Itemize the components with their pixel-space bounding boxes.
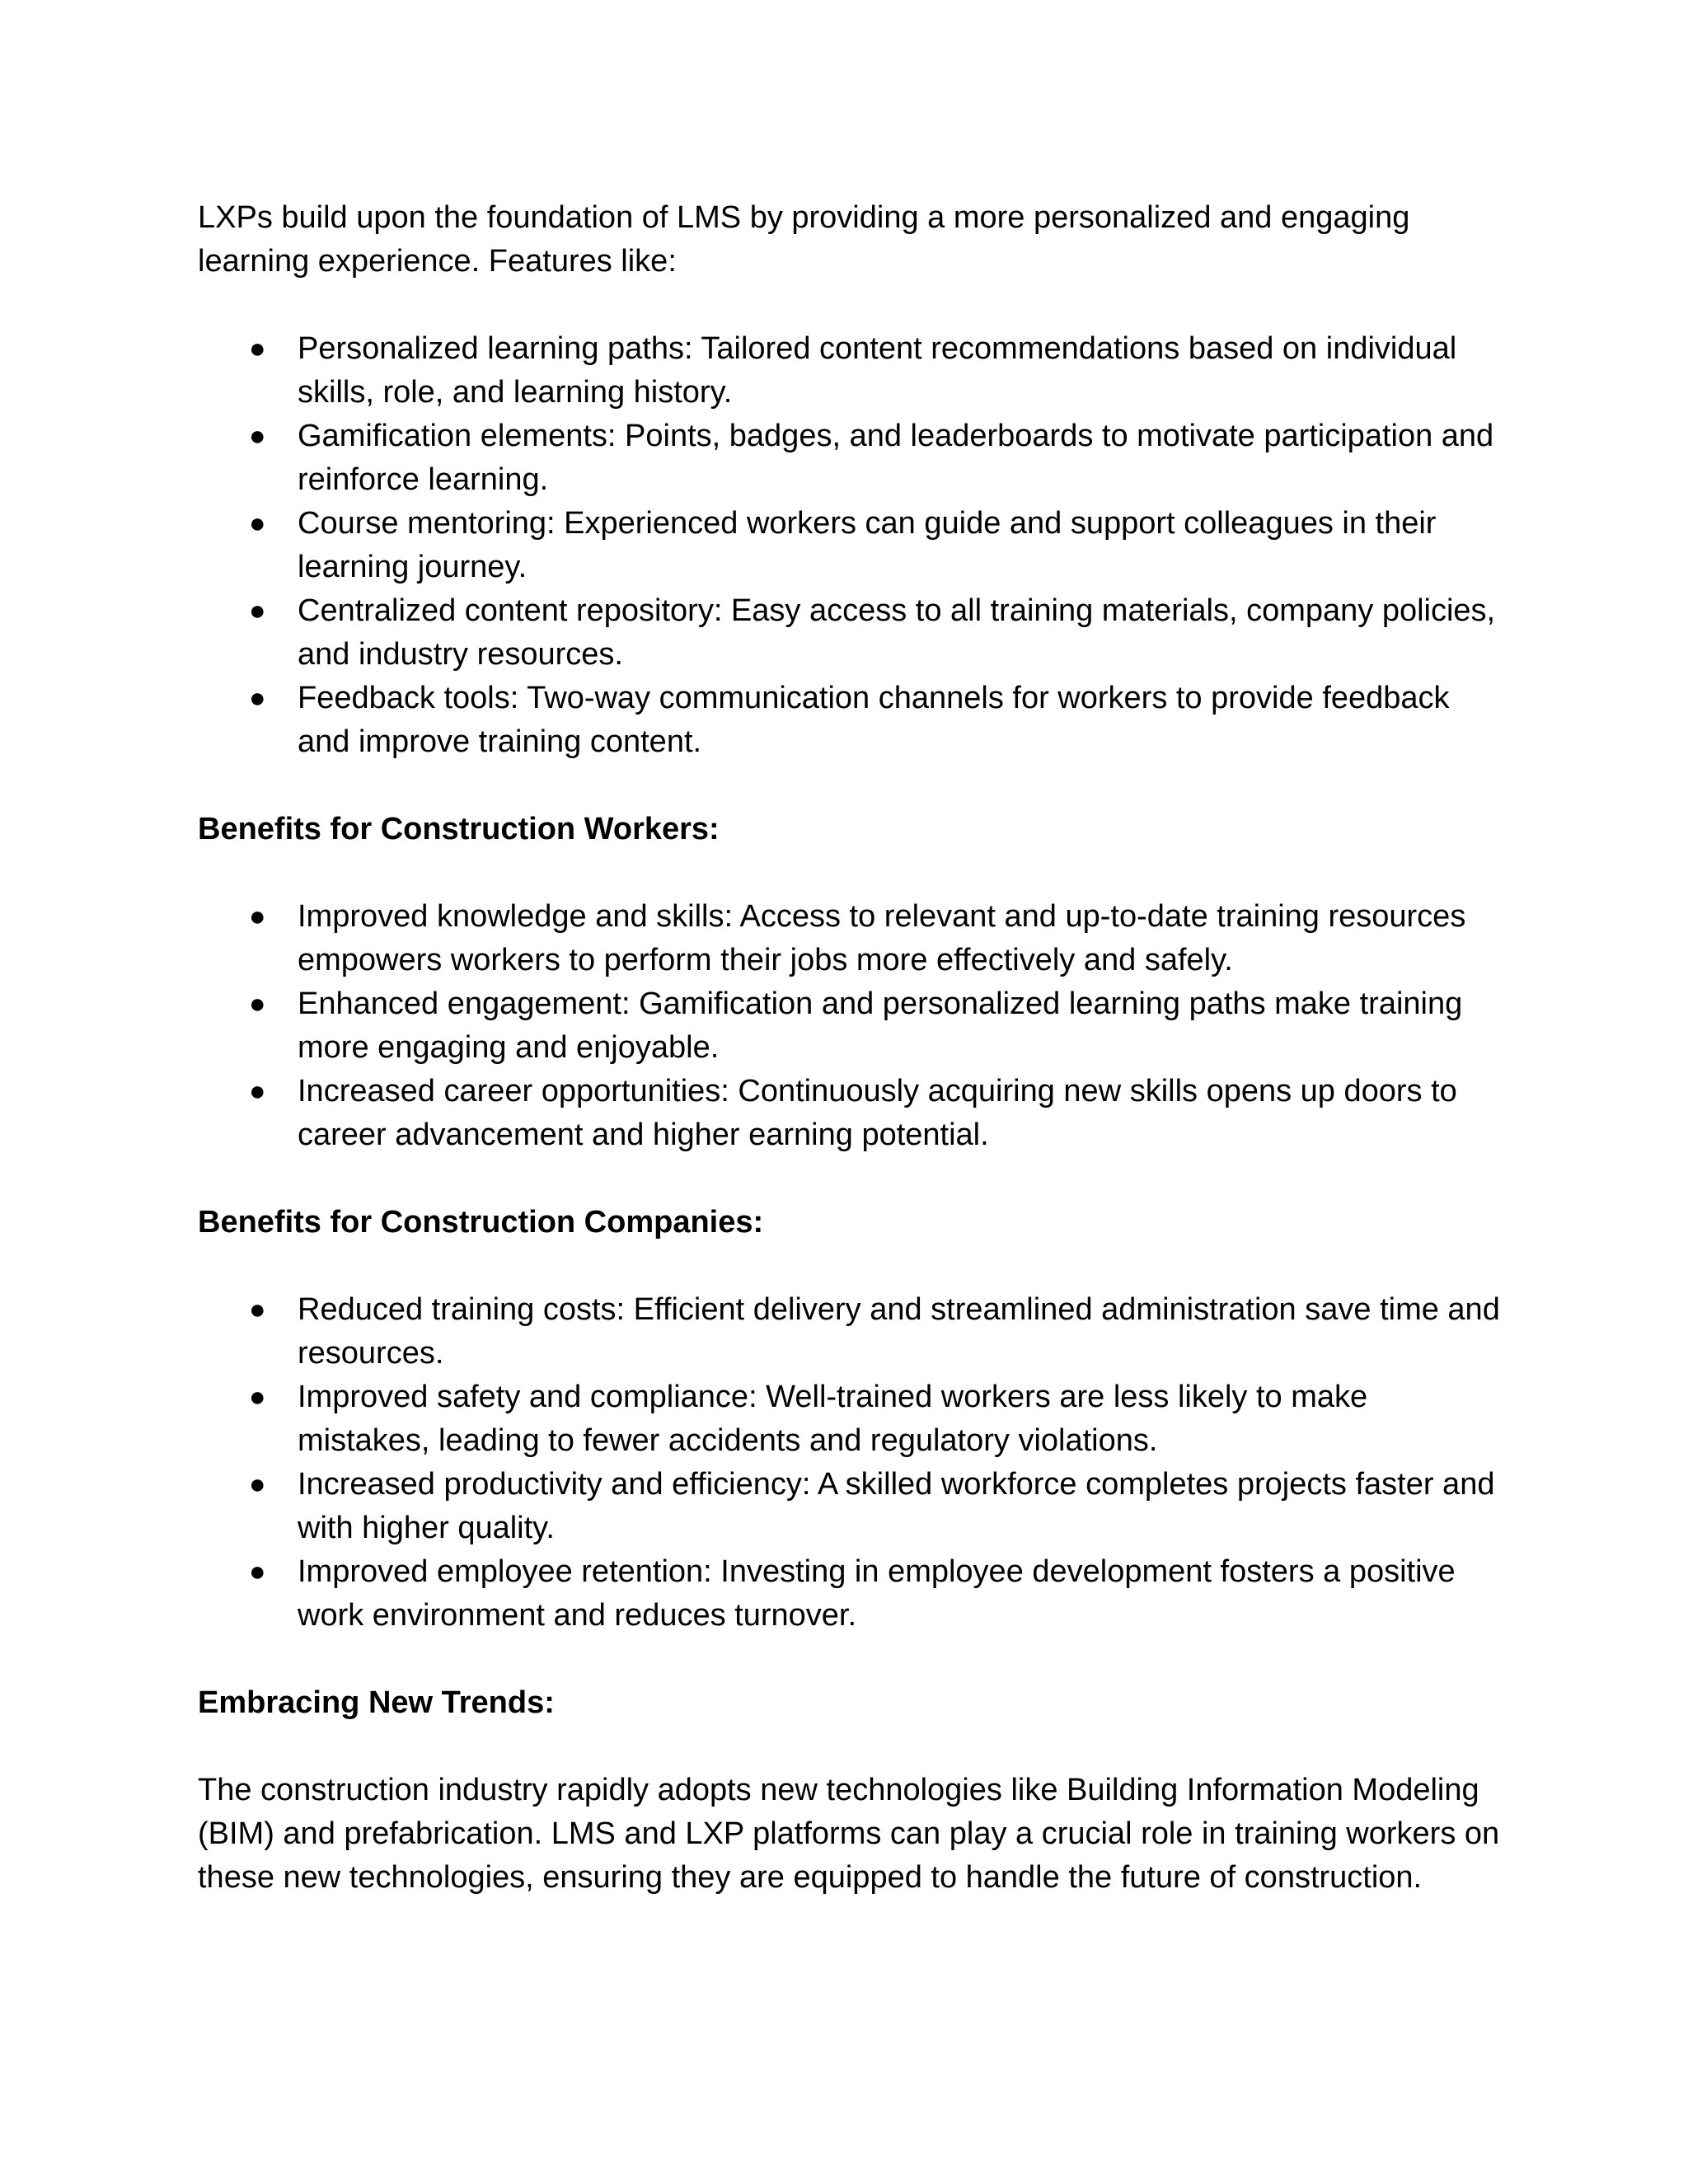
list-item-text: Feedback tools: Two-way communication channels for workers to provide feedback and improve training content. <box>298 681 1450 759</box>
list-item <box>198 1376 1500 1463</box>
list-item-text: Reduced training costs: Efficient delivery and streamlined administration save time and resources. <box>298 1292 1500 1371</box>
section-heading-companies: Benefits for Construction Companies: <box>198 1205 764 1240</box>
list-item <box>198 1288 1500 1376</box>
list-item <box>198 502 1500 589</box>
bullet-icon: ● <box>249 595 266 626</box>
bullet-icon: ● <box>249 508 266 539</box>
list-item <box>198 1463 1500 1550</box>
spacer <box>198 1725 1500 1769</box>
bullet-icon: ● <box>249 682 266 714</box>
bullet-icon: ● <box>249 333 266 364</box>
list-item <box>198 589 1500 677</box>
spacer <box>198 1638 1500 1681</box>
bullet-icon: ● <box>249 1294 266 1325</box>
list-item-text: Improved knowledge and skills: Access to relevant and up-to-date training resources empowers workers to perform their jobs more effectively and safely. <box>298 899 1466 977</box>
bullet-icon: ● <box>249 1076 266 1107</box>
companies-benefits-list <box>198 1288 1500 1638</box>
list-item-text: Increased career opportunities: Continuously acquiring new skills opens up doors to career advancement and higher earning potential. <box>298 1074 1457 1152</box>
section-heading-trends: Embracing New Trends: <box>198 1685 555 1720</box>
intro-paragraph: LXPs build upon the foundation of LMS by providing a more personalized and engaging learning experience. Features like: <box>198 200 1410 279</box>
bullet-icon: ● <box>249 1381 266 1413</box>
list-item-text: Personalized learning paths: Tailored content recommendations based on individual skills, role, and learning history. <box>298 331 1457 410</box>
list-item <box>198 677 1500 764</box>
bullet-icon: ● <box>249 420 266 452</box>
bullet-icon: ● <box>249 1556 266 1587</box>
list-item <box>198 1070 1500 1157</box>
list-item-text: Improved safety and compliance: Well-trained workers are less likely to make mistakes, leading to fewer accidents and regulatory violations. <box>298 1380 1368 1458</box>
list-item <box>198 327 1500 415</box>
spacer <box>198 764 1500 808</box>
workers-benefits-list <box>198 895 1500 1157</box>
list-item-text: Improved employee retention: Investing in employee development fosters a positive work environment and reduces turnover. <box>298 1554 1456 1633</box>
list-item <box>198 415 1500 502</box>
trends-paragraph: The construction industry rapidly adopts new technologies like Building Information Modeling (BIM) and prefabrication. LMS and LXP platforms can play a crucial role in training workers on these new technologies, ensuring they are equipped to handle the future of construction. <box>198 1773 1500 1895</box>
list-item-text: Centralized content repository: Easy access to all training materials, company policies, and industry resources. <box>298 593 1496 672</box>
spacer <box>198 284 1500 327</box>
spacer <box>198 1244 1500 1288</box>
list-item-text: Increased productivity and efficiency: A skilled workforce completes projects faster and with higher quality. <box>298 1467 1495 1545</box>
list-item <box>198 1550 1500 1638</box>
section-heading-workers: Benefits for Construction Workers: <box>198 812 720 846</box>
bullet-icon: ● <box>249 901 266 932</box>
spacer <box>198 851 1500 895</box>
bullet-icon: ● <box>249 988 266 1019</box>
document-page <box>198 196 1500 1900</box>
list-item-text: Gamification elements: Points, badges, and leaderboards to motivate participation and reinforce learning. <box>298 419 1494 497</box>
list-item <box>198 982 1500 1070</box>
list-item-text: Enhanced engagement: Gamification and personalized learning paths make training more engaging and enjoyable. <box>298 987 1463 1065</box>
list-item <box>198 895 1500 982</box>
bullet-icon: ● <box>249 1469 266 1500</box>
list-item-text: Course mentoring: Experienced workers can guide and support colleagues in their learning journey. <box>298 506 1437 584</box>
spacer <box>198 1157 1500 1201</box>
features-list <box>198 327 1500 764</box>
